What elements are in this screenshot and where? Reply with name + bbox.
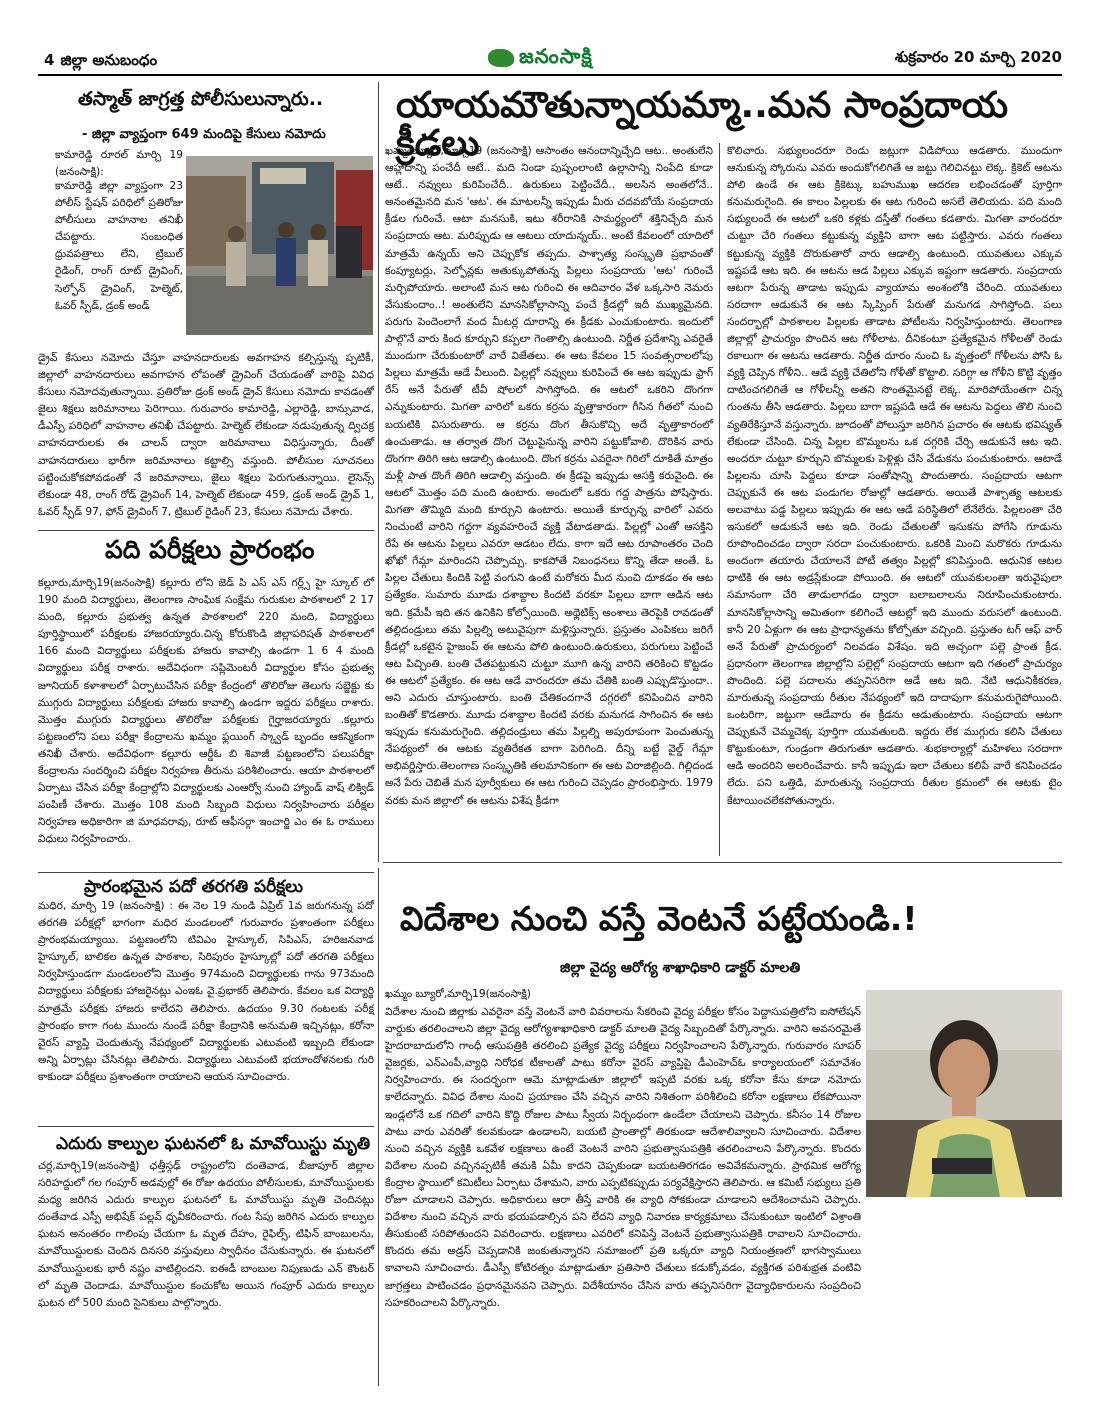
newspaper-logo: జనంసాక్షి [488,44,593,73]
section-divider [38,1126,374,1127]
article-body: విదేశాల నుంచి జిల్లాకు ఎవరైనా వస్తే వెంటనే వారి వివరాలను సేకరించి వైద్య పరీక్షల కోసం పెద్దాసుపత్రిలోని ఐసోలేషన్ వార్డుకు తరలించాలని జిల్లా వైద్య ఆరోగ్యశాఖాధికారి డాక్టర్ మాలతి వైద్య సిబ్బందితో పేర్కొన్నారు. వారిని అవసరమైతే హైదరాబాదులోని గాంధీ ఆసుపత్రికి తరలించి ప్రత్యేక వైద్య పరీక్షలు నిర్వహించాలని పేర్కొన్నారు. గురువారం సూపర్ వైజర్లకు, ఎన్ఎంపీ,వ్యాధి నిరోధక టీకాలతో పాటు కరోనా వైరస్ వ్యాప్తిపై డీఎంహెచ్ఓ కార్యాలయంలో సమావేశం నిర్వహించారు. ఈ సందర్భంగా ఆమె మాట్లాడుతూ జిల్లాలో ఇప్పటి వరకు ఒక్క కరోనా కేసు కూడా నమోదు కాలేదన్నారు. వివిధ దేశాల నుంచి ప్రయాణం చేసి వచ్చిన వారిని నిశితంగా పరిశీలించి కరోనా లక్షణాలు లేకపోయినా ఇండ్లలోనే ఒక గదిలో వారిని కొద్ది రోజుల పాటు స్వీయ నిర్బంధంగా ఉండేలా చేయాలని చెప్పారు. కనీసం 14 రోజుల పాటు వారు ఎవరితో కలవకుండా ఉండాలని, బయటి ప్రాంతాల్లో తిరకుండా ఆదేశాలివ్వాలని సూచించారు. విదేశాల నుంచి వచ్చిన వ్యక్తికి ఒకవేళ లక్షణాలు ఉంటే వెంటనే వారిని ప్రభుత్వాసుపత్రికి తరలించాలని పేర్కొన్నారు. కొందరు విదేశాల నుంచి వచ్చినప్పటికీ తమకి ఏమీ కాదని చెప్పకుండా బయటతిరగడం అవివేకమన్నారు. ప్రాథమిక ఆరోగ్య కేంద్రాల స్థాయిలో కమిటీలు ఏర్పాటు చేశామని, వారు ఎప్పటికప్పుడు పర్యవేక్షిస్తారని తెలిపారు. ఆ కమిటీ సభ్యులు ప్రతి రోజూ చూడాలని చెప్పారు. అధికారులు ఆరా తీస్తే వారికి ఈ వ్యాధి సోకకుండా చూడాలని ఆదేశించామని చెప్పారు. విదేశాల నుంచి వచ్చిన వారు భయపడాల్సిన పని లేదని వ్యాధి నివారణ కార్యక్రమాలు చేసుకుంటూ ఇంటిలో విశ్రాంతి తీసుకుంటే సరిపోతుందని వివరించారు. లక్షణాలు ఎవరిలో కనిపిస్తే వెంటనే ప్రభుత్వాసుపత్రికి రావాలని సూచించారు. కొందరు తమ అడ్రస్ చెప్పడానికి జంకుతున్నారని సమాజంలో ప్రతి ఒక్కరూ వ్యాధి నియంత్రణలో భాగస్వాములు కావాలని సూచించారు. డీఎస్పీ కోటిరత్నం మాట్లాడుతూ ప్రతిసారి చేతులు కడుక్కోవడం, వ్యక్తిగత పరిశుభ్రత వంటివి జాగ్రత్తలు పాటించడం ప్రధానమైనవని చెప్పారు. విదేశీయానం చేసిన వారు తప్పనిసరిగా వైద్యాధికారులను సంప్రదించి సహకరించాలని పేర్కొన్నారు. [385,1006,861,1309]
article-byline: జిల్లా వైద్య ఆరోగ్య శాఖాధికారి డాక్టర్ మాలతి [560,960,801,976]
doctor-malathi-photo [866,990,1062,1197]
article-body: డ్రైవ్ కేసులు నమోదు చేస్తూ వాహనదారులకు అవగాహన కల్పిస్తున్న ప్పటికీ, జిల్లాలో వాహనదారులు అవగాహన లోపంతో డ్రైవింగ్ చేయడంతో వారిపై వివిధ కేసులు నమోదవుతున్నాయి. ప్రతిరోజు డ్రంక్ అండ్ డ్రైవ్ కేసులు నమోదు కావడంతో జైలు శిక్షలు జరిమానాలు పెరిగాయి. గురువారం కామారెడ్డి, ఎల్లారెడ్డి, బాన్సువాడ, డీఎస్పీ పరిధిలో వాహనాల తనిఖీ చేపట్టారు. హెల్మెట్ లేకుండా నడుపుతున్న ద్విచక్ర వాహనదారులకు ఈ చాలన్ ద్వారా జరిమానాలు విధిస్తున్నారు, దీంతో వాహనదారులు భారీగా జరిమానాలు కట్టాల్సి వస్తుంది. పోలీసుల సూచనలు పట్టించుకోకపోవడంతో నే జరిమానాలు, జైలు శిక్షలు పెరుగుతున్నాయి. లైసెన్స్ లేకుండా 48, రాంగ్ రోడ్ డ్రైవింగ్ 14, హెల్మెట్ లేకుండా 459, డ్రంక్ అండ్ డ్రైవ్ 1, ఓవర్ స్పీడ్ 97, ఫోన్ డ్రైవింగ్ 7, ట్రిబుల్ రైడింగ్ 23, కేసులు నమోదు చేశారు. [38,352,374,518]
article-body: చర్ల,మార్చి19(జనంసాక్షి) ఛత్తీస్గఢ్ రాష్ట్రంలోని దంతెవాడ, బీజాపూర్ జిల్లాల సరిహద్దులో గల గంపూర్ అడవుల్లో ఈ రోజు ఉదయం పోలీసులకు, మావోయిస్టులకు మధ్య జరిగిన ఎదురు కాల్పుల ఘటనలో ఓ మావోయిస్టు మృతి చెందినట్లు దంతేవాడ ఎస్పీ అభిషేక్ పల్లవ్ ధృవీకరించారు. గంట సేపు జరిగిన ఎదురు కాల్పుల ఘటన అనంతరం గాలింపు చేయగా ఓ మృత దేహం, రైఫిల్స్, టిఫిన్ బాంబులను, మావోయిస్టులకు చెందిన దినసరి వస్తువులు స్వాధీనం చేసుకున్నారు. ఈ ఘటనలో మావోయిస్టులకు భారీ నష్టం వాటిల్లిందని. ఐఈడీ బాంబుల నిపుణుడు ఎన్ కౌంటర్ లో మృతి చెందాడు. మావోయిస్టుల కంచుకోట అయిన గంపూర్ ఎదురు కాల్పుల ఘటన లో 500 మంది సైనికులు పాల్గొన్నారు. [38,1160,374,1309]
article-headline: ప్రారంభమైన పదో తరగతి పరీక్షలు [84,877,304,897]
column-divider [719,143,720,856]
article-subheadline: - జిల్లా వ్యాప్తంగా 649 మందిపై కేసులు నమోదు [82,127,326,142]
column-divider [378,868,379,1386]
page-number: 4 జిల్లా అనుబంధం [44,51,158,69]
section-divider [38,872,374,873]
article-body: కొలిచారు. సభ్యులందరూ రెండు జట్లుగా విడిపోయి ఆడతారు. ముందుగా ఆనుకున్న స్కోరును ఎవరు అందుకోగలిగితే ఆ జట్టు గెలిచినట్టు లెక్క. క్రికెట్ ఆటను పోలి ఉండే ఈ ఆట క్రికెట్కు బహుముఖ ఆదరణ లభించడంతో పూర్తిగా కనుమరుగైంది. ఈ కాలం పిల్లలకు ఈ ఆట గురించి అసలే తెలియదు. పది మంది సభ్యులందే ఈ ఆటలో ఒకరి కళ్లకు దస్తీతో గంతలు కడతారు. మిగతా వారందరూ చుట్టూ చేరి గంతలు కట్టుకున్న వ్యక్తిని బాగా ఆట పట్టిస్తారు. ఎవరు గంతలు కట్టుకున్న వ్యక్తికి దొరుకుతారో వారు ఆడాల్సి ఉంటుంది. యువతులు ఎక్కువ ఇష్టపడే ఆట ఇది. ఈ ఆటను ఆడ పిల్లలు ఎక్కువ ఇష్టంగా ఆడతారు. సంప్రదాయ ఆటగా పేరున్న తాడాట ఇప్పుడు వ్యాయామ అంశంలోకి చేరింది. యువతులు సరదాగా ఆడుకునే ఈ ఆట స్కిప్పింగ్ పేరుతో మనుగడ సాగిస్తోంది. పలు సందర్భాల్లో పాఠశాలల పిల్లలకు తాడాట పోటీలను నిర్వహిస్తుంటారు. తెలంగాణ జిల్లాల్లో ప్రాచుర్యం పొందిన ఆట గోళీలాట. దీనికంటూ ప్రత్యేకమైన గోళీలతో రెండు రకాలుగా ఈ ఆటను ఆడతారు. నిర్ణీత దూరం నుంచి ఓ వృత్తంలో గోళీలను పోసి ఓ వ్యక్తి చెప్పిన గోళీని.. ఆడే వ్యక్తి చేతిలోని గోళీతో కొట్టాలి. సరిగ్గా ఆ గోళీని కొట్టి వృత్తం దాటించగలిగితే ఆ గోళీలన్నీ అతని సొంతమైనట్టే లెక్క. మారిపోయేంతగా చిన్న గుంతను తీసి ఆడతారు. పిల్లలు బాగా ఇష్టపడి ఆడే ఈ ఆటను పెద్దలు తొలి నుంచి వ్యతిరేకిస్తూనే వస్తున్నారు. జూదంతో పోలుస్తూ జరిగిన ప్రచారం ఈ ఆటకు భవిష్యత్ లేకుండా చేసింది. చిన్న పిల్లల బొమ్మలను ఒక దగ్గరికి చేర్చి ఆడుకునే ఆట ఇది. అందరూ చుట్టూ కూర్చుని బొమ్మలకు పెళ్లిళ్లు చేసి వేడుకను పంచుకుంటారు. ఆటాడే పిల్లలను చూసి పెద్దలు కూడా సంతోషాన్ని పొందుతారు. సంప్రదాయ ఆటగా చెప్పుకునే ఈ ఆట పండుగల రోజుల్లో ఆడతారు. అయితే పాశ్చాత్య ఆటలకు అలవాటు పడ్డ పిల్లలు ఇప్పుడు ఈ ఆట ఆడే పరిస్థితిలో లేనేలేరు. పిల్లలంతా చేరి ఇసుకలో ఆడుకునే ఆట ఇది. రెండు చేతులతో ఇసుకను పోగేసి గూడును రూపొందించడం ద్వారా సరదా పంచుకుంటారు. ఒకరికి మించి మరొకరు గూడును అందంగా తయారు చేయాలనే పోటీ తత్వం పిల్లల్లో కనిపిస్తుంది. ఆధునిక ఆటల ధాటికి ఈ ఆట అడ్రస్లేకుండా పోయింది. ఈ ఆటలో యువకులంతా ఇరువైపులా సమానంగా చేరి తాడులాగడం ద్వారా బలాబలాలను నిరూపించుకుంటారు. మానసికోల్లాసాన్ని అమితంగా కలిగించే ఆటల్లో ఇది ముందు వరుసలో ఉంటుంది. కానీ 20 ఏళ్లుగా ఈ ఆట ప్రాధాన్యతను కోల్పోతూ వచ్చింది. ప్రస్తుతం టగ్ ఆఫ్ వార్ అనే పేరుతో ప్రాచుర్యంలో నిలవడం విశేషం. ఇది అచ్చంగా పల్లె ప్రాంత క్రీడ. ప్రధానంగా తెలంగాణ జిల్లాల్లోని పల్లెల్లో సంప్రదాయ ఆటగా ఇది గతంలో ప్రాచుర్యం పొందింది. పల్లె పదాలను తప్పనిసరిగా ఆడే ఆట ఇది. నేటి ఆధునికీకరణ, మారుతున్న సంప్రదాయ రీతుల నేపథ్యంలో ఇది దాదాపుగా కనుమరుగైపోయింది. ఒంటరిగా, జట్టుగా ఆడేవారు ఈ క్రీడను ఆడుతుంటారు. సంప్రదాయ ఆటగా చెప్పుకునే చెమ్మచెక్క పూర్తిగా యువతులది. ఇద్దరు లేక ముగ్గురు కలిసి చేతులు కొట్టుకుంటూ, గుండ్రంగా తిరుగుతూ ఆడతారు. శుభకార్యాల్లో మహిళలు సరదాగా ఆడి అందరిని అలరించేవారు. కానీ ఇప్పుడు ఇలా చేతులు కలిపే వారే కనిపించడం లేదు. పని ఒత్తిడి, మారుతున్న సంప్రదాయ రీతుల క్రమంలో ఈ ఆటకు టైం కేటాయించలేకపోతున్నారు. [727,145,1062,807]
article-headline: ఎదురు కాల్పుల ఘటనలో ఓ మావోయిస్టు మృతి [56,1134,371,1154]
article-body: కామారెడ్డి జిల్లా వ్యాప్తంగా 23 పోలీస్ స్టేషన్ పరిధిలో ప్రతిరోజు పోలీసులు వాహనాల తనిఖీ చేపట్టారు. సంబంధిత ధ్రువపత్రాలు లేని, ట్రిబుల్ రైడింగ్, రాంగ్ రూట్ డ్రైవింగ్, సెల్ఫోన్ డ్రైవింగ్, హెల్మెట్, ఓవర్ స్పీడ్, డ్రంక్ అండ్ [55,180,183,312]
police-checking-photo [186,156,373,335]
column-divider [378,82,379,862]
article-headline: పది పరీక్షలు ప్రారంభం [105,535,315,564]
article-body: ఖమ్మంబ్యూరో,మార్చి19 (జనంసాక్షి) ఆసాంతం ఆనందాన్నిచ్చేది ఆట.. అంతులేని ఆహ్లాదాన్ని పంచేదీ ఆటే.. మది నిండా పుష్పంలాంటి ఉల్లాసాన్ని నింపేది కూడా ఆటే.. నవ్వులు కురిపించేదీ.. ఉరుకులు పెట్టించేదీ.. అలసిన అంతలోనే.. అనంతమైనది మన 'ఆట'. ఈ మాటలన్నీ ఇప్పుడు మీరు చదవబోయే సంప్రదాయ క్రీడల గురించే. ఆటా మనసుకి, ఇటు శరీరానికి సామర్థ్యంలో శక్తినిచ్చేది మన సంప్రదాయ ఆట. మరిప్పుడు ఆ ఆటలు యాదున్నయ్.. అంటే కేవలంలో యాదిలో మాత్రమే ఉన్నయ్ అని చెప్పుకోక తప్పదు. పాశ్చాత్య సంస్కృతి ప్రభావంతో కంప్యూటర్లు, సెల్ఫోన్లకు అతుక్కుపోతున్న పిల్లలు సంప్రదాయ 'ఆట' గురించే మర్చిపోయారు. అలాంటి మన ఆట గురించి ఈ ఆదివారం వేళ ఒక్కసారి నెమరు వేసుకుందాం..! అంతులేని మానసికోల్లాసాన్ని పంచే క్రీడల్లో ఇదీ ముఖ్యమైనది. పరుగు పెందెంలాగే వంద మీటర్ల దూరాన్ని ఈ క్రీడకు ఎంచుకుంటారు. ఇందులో పాల్గొనే వారు కింద కూర్చుని కప్పలా గెంతాల్సి ఉంటుంది. నిర్ణీత ప్రదేశాన్ని ఎవరైతే ముందుగా చేరుకుంటారో వారే విజేతలు. ఈ ఆట కేవలం 15 సంవత్సరాలలోపు పిల్లలు మాత్రమే ఆడే వీలుంది. పిల్లల్లో నవ్వులు కురిపించే ఈ ఆట ఇప్పుడు ఫ్రాగ్ రేస్ అనే పేరుతో టీవీ షోలలో సాగిస్తోంది. ఈ ఆటలో ఒకరిని దొంగగా ఎన్నుకుంటారు. మిగతా వారిలో ఒకరు కర్రను వృత్తాకారంగా గీసిన గీతలో నుంచి బయటికి విసురుతారు. ఆ కర్రను దొంగ తీసుకొచ్చి అదే వృత్తాకారంలో ఉంచుతాడు. ఆ తర్వాత దొంగ చెట్టుపైనున్న వారిని పట్టుకోవాలి. దొరికిన వారు దొంగగా తిరిగి ఆట ఆడాల్సి ఉంటుంది. దొంగ కర్రను ఎవరైనా గిరిలో దూకితే మాత్రం మళ్లీ పాత దొంగే తిరిగి ఆడాల్సి వస్తుంది. ఈ క్రీడపై ఇప్పుడు ఆసక్తి కరువైంది. ఈ ఆటలో మొత్తం పది మంది ఉంటారు. అందులో ఒకరు గద్ద పాత్రను పోషిస్తారు. మిగతా తొమ్మిది మంది కూర్చుని ఉంటారు. అయితే కూర్చున్న వారిలో ఎవరు నించుంటే వారిని గద్దగా వ్యవహరించే వ్యక్తి వేటాడతాడు. పిల్లల్లో ఎంతో ఆసక్తిని రేపే ఈ ఆటను పిల్లలు ఎవరూ ఆడటం లేదు. కాగా ఇదే ఆట రూపాంతరం చెంది ఖోఖో గేమ్గా మారిందని చెప్పొచ్చు. కాకపోతే నిబంధనలు కొన్ని తేడా అంతే. ఓ పిల్లల చేతులు కిందికి పెట్టి వంగుని ఉంటే మరోకరు మీద నుంచి దూకడం ఈ ఆట ప్రత్యేకం. సుమారు మూడు దశాబ్దాల కిందటి వరకూ పిల్లలు బాగా ఆడిన ఆట ఇది. క్రమేపీ ఇది తన ఉనికిని కోల్పోయింది. అథ్లెటిక్స్ అంశాలు తెరపైకి రావడంతో తల్లిదండ్రులు తమ పిల్లల్ని అటువైపుగా మళ్లిస్తున్నారు. ప్రస్తుతం ఎంపికలు జరిగే క్రీడల్లో ఒకటైన హైజంప్ ఈ ఆటను పోలి ఉంటుంది.ఉరుకులు, పరుగులు పెట్టించే ఆట పిచ్చింతి. బంతి చేతపట్టుకుని చుట్టూ మూగి ఉన్న వారిని తరికించి కొట్టడం ఈ ఆటలో ప్రత్యేకం. ఈ ఆట ఆడే వారందరూ తమ చేతికి బంతి ఎప్పుడొస్తుందా.. అని ఎదురు చూస్తుంటారు. బంతి చేతికందగానే దగ్గరలో కనిపించిన వారిని బంతితో కొడతారు. మూడు దశాబ్దాల కిందటి వరకు మనుగడ సాగించిన ఈ ఆట ఇప్పుడు కనుమరుగైంది. తల్లిదండ్రులు తమ పిల్లల్ని అపురూపంగా పెంచుతున్న నేపథ్యంలో ఈ ఆటకు వ్యతిరేకత బాగా పెరిగింది. దీన్ని బట్టే వైల్డ్ గేమ్గా అభివర్ణిస్తారు.తెలంగాణ సంస్కృతికి తలమానికంగా ఈ ఆట విరాజిల్లింది. గిల్లిదండ అనే పేరు చెబితే మన పూర్వీకులు ఈ ఆట గురించి చెప్పడం ప్రారంభిస్తారు. 1979 వరకు మన జిల్లాలో ఈ ఆటను విశేష క్రీడగా [385,145,713,807]
article-headline: తస్మాత్ జాగ్రత్త పోలీసులున్నారు.. [78,88,324,110]
section-divider [38,530,374,531]
section-name: జిల్లా అనుబంధం [60,51,158,69]
article-body: మధిర, మార్చి 19 (జనంసాక్షి) : ఈ నెల 19 నుండి ఏప్రిల్ 1వ జరుగనున్న పదో తరగతి పరీక్షల్లో భాగంగా మధిర మండలంలో గురువారం ప్రశాంతంగా పరీక్షలు ప్రారంభమయ్యాయి. పట్టణంలోని టివిఎం హైస్కూల్, సిపిఎస్, హరిజనవాడ హైస్కూల్, బాలికల ఉన్నత పాఠశాల, సిరిపురం హైస్కూల్లో పదో తరగతి పరీక్షలు నిర్వహిస్తుండగా మండలంలోని మొత్తం 974మంది విద్యార్థులకు గాను 973మంది విద్యార్థులు పరీక్షలకు హాజరైనట్లు ఎంఇఓ వై.ప్రభాకర్ తెలిపారు. కేవలం ఒక విద్యార్థి మాత్రమే పరీక్షకు హాజరు కాలేదని తెలిపారు. ఉదయం 9.30 గంటలకు పరీక్ష ప్రారంభం కాగా గంట ముందు నుండే పరీక్షా కేంద్రానికి అనుమతి ఇచ్చినట్లు, కరోనా వైరస్ వ్యాప్తి చెందుతున్న నేపథ్యంలో విద్యార్థులకు ఎటువంటి ఇబ్బంది లేకుండా అన్ని ఏర్పాట్లు చేసినట్లు తెలిపారు. విద్యార్థులు ఎటువంటి భయాందోళనలకు గురి కాకుండా పరీక్షలు ప్రశాంతంగా రాయాలని ఆయన సూచించారు. [38,900,374,1083]
article-headline: విదేశాల నుంచి వస్తే వెంటనే పట్టేయండి.! [400,899,918,938]
article-dateline: ఖమ్మం బ్యూరో,మార్చి19(జనంసాక్షి) [385,988,531,1000]
issue-date: శుక్రవారం 20 మార్చి 2020 [894,48,1062,66]
map-icon [488,49,514,67]
article-dateline: కామారెడ్డి రూరల్ మార్చి 19 (జనంసాక్షి): [55,149,183,179]
section-divider [383,862,1062,863]
masthead [38,44,1062,76]
article-body: కల్లూరు,మార్చి19(జనంసాక్షి) కల్లూరు లోని జెడ్ పి ఎస్ ఎస్ గర్ల్స్ హై స్కూల్ లో 190 మంది విద్యార్థులు, తెలంగాణ సాంఘిక సంక్షేమ గురుకుల పాఠశాలలో 2 17 మంది, కల్లూరు ప్రభుత్వ ఉన్నత పాఠశాలలో 220 మంది, విద్యార్థులు పూర్తిస్థాయిలో పరీక్షలకు హాజరయ్యారు.చిన్న కోరుకొండి జిల్లాపరిషత్ పాఠశాలలో 166 మంది విద్యార్థులు పరీక్షలకు హాజరు కావాల్సి ఉండగా 1 6 4 మంది విద్యార్థులు పరీక్ష రాశారు. అదేవిధంగా సప్లిమెంటరీ విద్యార్థుల కోసం ప్రభుత్వ జూనియర్ కళాశాలలో ఏర్పాటుచేసిన పరీక్షా కేంద్రంలో తొలిరోజు తెలుగు సబ్జెక్టు కు ముగ్గురు విద్యార్థులు పరీక్షలకు హాజరు కావాల్సి ఉండగా ఇద్దరు పరీక్షలు రాశారు. మొత్తం ముగ్గురు విద్యార్థులు తొలిరోజు పరీక్షలకు గైర్హాజరయ్యారు .కల్లూరు పట్టణంలోని పలు పరీక్షా కేంద్రాలను ఖమ్మం ఫ్లయింగ్ స్క్వాడ్ బృందం ఆకస్మికంగా తనిఖీ చేశారు. అదేవిధంగా కల్లూరు ఆర్డీఓ బి శివాజీ పట్టణంలోని పలుపరీక్షా కేంద్రాలను సందర్శించి పరీక్షల నిర్వహణ తీరును పరిశీలించారు. ఆయా పాఠశాలలో ఏర్పాటు చేసిన పరీక్షా కేంద్రాల్లోని విద్యార్థులకు ఎంఆర్వో నుంచి హ్యాండ్ వాష్ లిక్విడ్ పంపిణీ చేశారు. మొత్తం 108 మంది సిబ్బంది విధులు నిర్వహించారు పరీక్షల నిర్వహణ అధికారిగా జి మాధవరావు, రూట్ ఆఫీసర్గా ఇంచార్జి ఎం ఈ ఓ రాములు విధులు నిర్వహించారు. [38,577,374,846]
article-headline: యాయమౌతున్నాయమ్మా..మన సాంప్రదాయ క్రీడలు [396,85,1008,164]
